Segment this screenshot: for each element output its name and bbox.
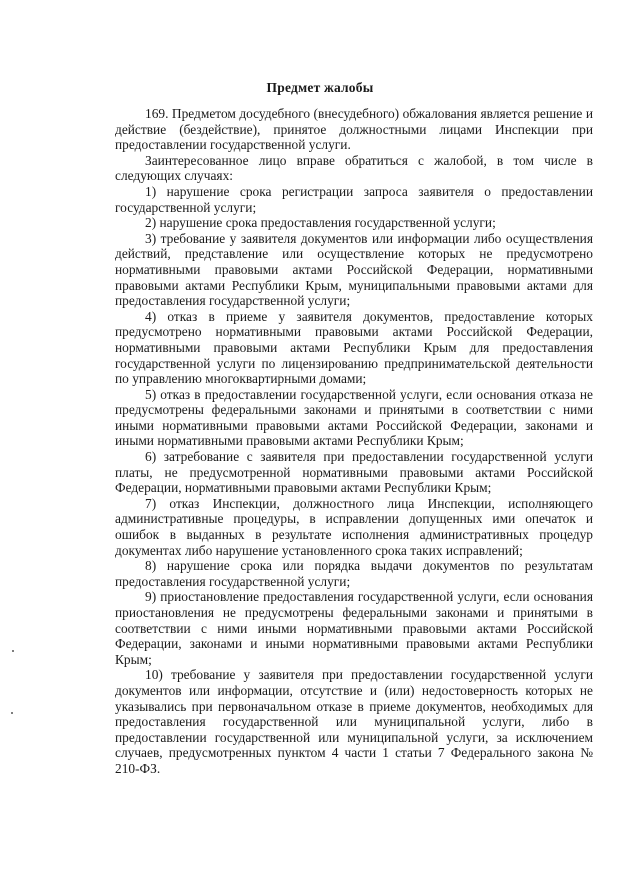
scan-speck: [12, 650, 14, 652]
list-item-10: 10) требование у заявителя при предоставлении государственной услуги документов или информации, отсутствие и (или) недостоверность которых не указывались при первоначальном отказе в приеме документов, необходимых для предоставления государственной или муниципальной услуги, либо в предоставлении государственной или муниципальной услуги, за исключением случаев, предусмотренных пунктом 4 части 1 статьи 7 Федерального закона № 210-ФЗ.: [115, 667, 593, 776]
list-item-1: 1) нарушение срока регистрации запроса заявителя о предоставлении государственной услуги;: [115, 183, 593, 215]
section-heading: Предмет жалобы: [266, 80, 374, 95]
list-item-9: 9) приостановление предоставления государственной услуги, если основания приостановления не предусмотрены федеральными законами и принятыми в соответствии с ними иными нормативными правовыми актами Российской Федерации, законами и иными нормативными правовыми актами Республики Крым;: [115, 589, 593, 667]
paragraph-intro-cases: Заинтересованное лицо вправе обратиться с жалобой, в том числе в следующих случаях:: [115, 152, 593, 184]
list-item-5: 5) отказ в предоставлении государственной услуги, если основания отказа не предусмотрены федеральными законами и принятыми в соответствии с ними иными нормативными правовыми актами Российской Федерации, законами и иными нормативными правовыми актами Республики Крым;: [115, 386, 593, 449]
list-item-3: 3) требование у заявителя документов или информации либо осуществления действий, представление или осуществление которых не предусмотрено нормативными правовыми актами Российской Федерации, нормативными правовыми актами Республики Крым, муниципальными правовыми актами для предоставления государственной услуги;: [115, 230, 593, 309]
list-item-8: 8) нарушение срока или порядка выдачи документов по результатам предоставления государственной услуги;: [115, 558, 593, 589]
scan-speck: [11, 712, 13, 714]
list-item-6: 6) затребование с заявителя при предоставлении государственной услуги платы, не предусмотренной нормативными правовыми актами Российской Федерации, нормативными правовыми актами Республики Крым;: [115, 449, 593, 496]
paragraph-169: 169. Предметом досудебного (внесудебного) обжалования является решение и действие (бездействие), принятое должностными лицами Инспекции при предоставлении государственной услуги.: [115, 106, 593, 153]
document-body: [115, 106, 593, 777]
list-item-4: 4) отказ в приеме у заявителя документов, предоставление которых предусмотрено нормативными правовыми актами Российской Федерации, нормативными правовыми актами Республики Крым для предоставления государственной услуги по лицензированию предпринимательской деятельности по управлению многоквартирными домами;: [115, 308, 593, 387]
list-item-7: 7) отказ Инспекции, должностного лица Инспекции, исполняющего административные процедуры, в исправлении допущенных ими опечаток и ошибок в выданных в результате исполнения административных процедур документах либо нарушение установленного срока таких исправлений;: [115, 495, 593, 558]
list-item-2: 2) нарушение срока предоставления государственной услуги;: [145, 215, 496, 231]
